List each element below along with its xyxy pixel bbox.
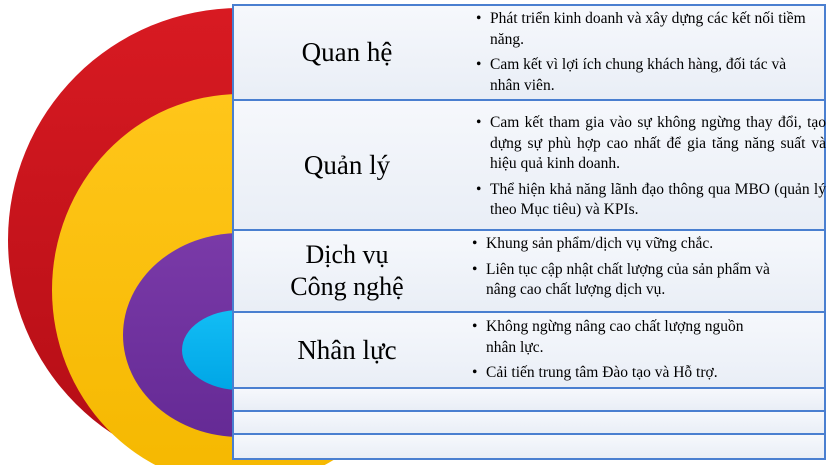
row-title bbox=[234, 231, 460, 311]
empty-row bbox=[232, 387, 826, 412]
row-title bbox=[234, 101, 460, 229]
row-title-text: Nhân lực bbox=[297, 334, 397, 365]
bullet-item: • Cam kết vì lợi ích chung khách hàng, đối tác và nhân viên. bbox=[476, 55, 818, 96]
bullet-item: • Khung sản phẩm/dịch vụ vững chắc. bbox=[472, 234, 794, 255]
bullet-list bbox=[476, 9, 818, 101]
row-dich-vu-cong-nghe bbox=[232, 229, 826, 313]
row-title bbox=[234, 6, 460, 99]
row-title-line-2: Công nghệ bbox=[290, 272, 404, 301]
bullet-item: • Liên tục cập nhật chất lượng của sản phẩm và nâng cao chất lượng dịch vụ. bbox=[472, 260, 794, 301]
row-title-text: Quan hệ bbox=[301, 37, 393, 68]
bullet-list bbox=[472, 234, 794, 306]
bullet-list bbox=[476, 113, 826, 226]
empty-row bbox=[232, 410, 826, 435]
bullet-item: • Cam kết tham gia vào sự không ngừng thay đổi, tạo dựng sự phù hợp cao nhất để gia tăng năng suất và hiệu quả kinh doanh. bbox=[476, 113, 826, 175]
row-title-line-1: Dịch vụ bbox=[305, 240, 389, 270]
row-nhan-luc bbox=[232, 311, 826, 389]
row-title-text: Quản lý bbox=[303, 149, 391, 180]
bullet-item: • Cải tiến trung tâm Đào tạo và Hỗ trợ. bbox=[472, 363, 772, 384]
bullet-item: • Phát triển kinh doanh và xây dựng các kết nối tiềm năng. bbox=[476, 9, 818, 50]
row-title bbox=[234, 313, 460, 387]
bullet-list bbox=[472, 317, 772, 389]
bullet-item: • Không ngừng nâng cao chất lượng nguồn nhân lực. bbox=[472, 317, 772, 358]
row-quan-he bbox=[232, 4, 826, 101]
empty-row bbox=[232, 433, 826, 460]
row-quan-ly bbox=[232, 99, 826, 231]
bullet-item: • Thể hiện khả năng lãnh đạo thông qua MBO (quản lý theo Mục tiêu) và KPIs. bbox=[476, 180, 826, 221]
